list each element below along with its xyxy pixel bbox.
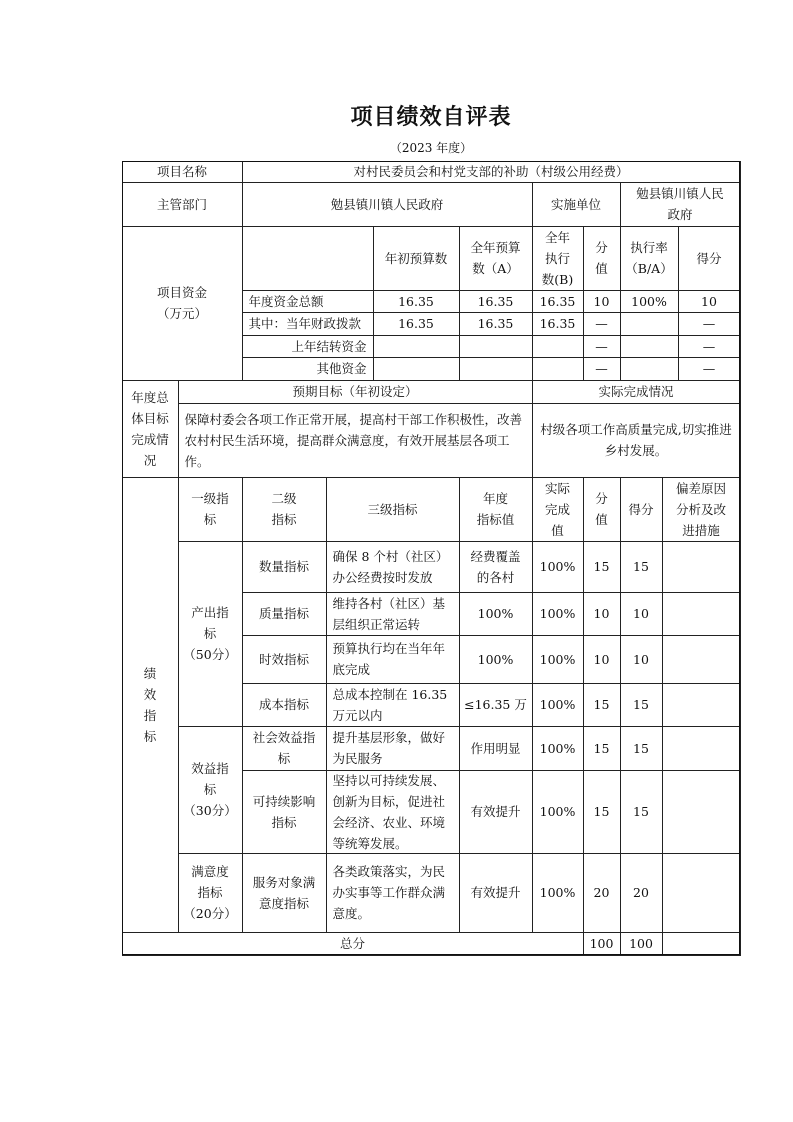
- expected-goal-header: 预期目标（年初设定）: [178, 380, 533, 404]
- indicator-score: 10: [620, 635, 663, 684]
- indicator-header: 一级指 标: [178, 477, 243, 542]
- indicator-score: 20: [620, 853, 663, 933]
- funding-label: 项目资金 （万元）: [122, 226, 243, 381]
- indicators-label: 绩 效 指 标: [122, 477, 179, 933]
- indicator-level3: 维持各村（社区）基层组织正常运转: [326, 592, 460, 636]
- indicator-target: 作用明显: [459, 726, 533, 771]
- indicator-weight: 20: [583, 853, 621, 933]
- indicator-target: ≤16.35 万: [459, 683, 533, 727]
- dept-label: 主管部门: [122, 182, 243, 227]
- funding-row-label: 其他资金: [242, 357, 374, 381]
- goals-label: 年度总 体目标 完成情 况: [122, 380, 179, 478]
- indicator-weight: 15: [583, 726, 621, 771]
- group-output: 产出指 标 （50分）: [178, 541, 243, 727]
- funding-cell: 16.35: [532, 312, 584, 336]
- funding-cell: —: [678, 335, 741, 358]
- indicator-weight: 10: [583, 592, 621, 636]
- funding-cell: [373, 335, 460, 358]
- indicator-level3: 各类政策落实，为民办实事等工作群众满意度。: [326, 853, 460, 933]
- indicator-level3: 总成本控制在 16.35 万元以内: [326, 683, 460, 727]
- funding-header: 分 值: [583, 226, 621, 291]
- indicator-level2: 数量指标: [242, 541, 327, 593]
- indicator-actual: 100%: [532, 726, 584, 771]
- funding-cell: —: [583, 312, 621, 336]
- project-name-label: 项目名称: [122, 161, 243, 183]
- indicator-note: [662, 770, 741, 854]
- funding-header-blank: [242, 226, 374, 291]
- indicator-level3: 提升基层形象，做好为民服务: [326, 726, 460, 771]
- impl-unit-value: 勉县镇川镇人民 政府: [620, 182, 741, 227]
- funding-header: 全年预算 数（A）: [459, 226, 533, 291]
- indicator-score: 15: [620, 683, 663, 727]
- funding-cell: 10: [678, 290, 741, 313]
- total-label: 总分: [122, 932, 584, 956]
- indicator-note: [662, 592, 741, 636]
- funding-header: 年初预算数: [373, 226, 460, 291]
- funding-cell: [532, 335, 584, 358]
- indicator-level2: 可持续影响 指标: [242, 770, 327, 854]
- indicator-weight: 15: [583, 541, 621, 593]
- funding-cell: 10: [583, 290, 621, 313]
- actual-completion-text: 村级各项工作高质量完成,切实推进乡村发展。: [532, 403, 741, 478]
- funding-row-label: 年度资金总额: [242, 290, 374, 313]
- funding-cell: 16.35: [459, 312, 533, 336]
- indicator-header: 年度 指标值: [459, 477, 533, 542]
- indicator-actual: 100%: [532, 635, 584, 684]
- indicator-level2: 成本指标: [242, 683, 327, 727]
- indicator-header: 实际 完成 值: [532, 477, 584, 542]
- indicator-target: 100%: [459, 635, 533, 684]
- indicator-target: 有效提升: [459, 770, 533, 854]
- indicator-actual: 100%: [532, 541, 584, 593]
- funding-cell: [532, 357, 584, 381]
- indicator-actual: 100%: [532, 683, 584, 727]
- indicator-level2: 社会效益指 标: [242, 726, 327, 771]
- indicator-level2: 时效指标: [242, 635, 327, 684]
- indicator-note: [662, 635, 741, 684]
- page-title: 项目绩效自评表: [350, 104, 512, 130]
- indicator-note: [662, 853, 741, 933]
- funding-cell: [620, 335, 679, 358]
- indicator-actual: 100%: [532, 592, 584, 636]
- indicator-header: 分 值: [583, 477, 621, 542]
- indicator-header: 偏差原因 分析及改 进措施: [662, 477, 741, 542]
- funding-cell: —: [583, 335, 621, 358]
- funding-cell: [373, 357, 460, 381]
- funding-row-label: 其中：当年财政拨款: [242, 312, 374, 336]
- year-subtitle: （2023 年度）: [389, 141, 473, 155]
- funding-cell: 16.35: [373, 312, 460, 336]
- indicator-header: 二级 指标: [242, 477, 327, 542]
- dept-value: 勉县镇川镇人民政府: [242, 182, 533, 227]
- indicator-target: 经费覆盖 的各村: [459, 541, 533, 593]
- funding-cell: —: [678, 312, 741, 336]
- indicator-target: 100%: [459, 592, 533, 636]
- funding-row-label: 上年结转资金: [242, 335, 374, 358]
- indicator-score: 15: [620, 726, 663, 771]
- indicator-weight: 15: [583, 683, 621, 727]
- indicator-level3: 确保 8 个村（社区）办公经费按时发放: [326, 541, 460, 593]
- funding-header: 执行率 （B/A）: [620, 226, 679, 291]
- indicator-note: [662, 683, 741, 727]
- indicator-level2: 服务对象满 意度指标: [242, 853, 327, 933]
- funding-cell: —: [678, 357, 741, 381]
- indicator-actual: 100%: [532, 853, 584, 933]
- funding-cell: [620, 312, 679, 336]
- indicator-weight: 15: [583, 770, 621, 854]
- funding-cell: 16.35: [459, 290, 533, 313]
- indicator-level3: 坚持以可持续发展、创新为目标，促进社会经济、农业、环境等统筹发展。: [326, 770, 460, 854]
- funding-header: 得分: [678, 226, 741, 291]
- indicator-target: 有效提升: [459, 853, 533, 933]
- indicator-actual: 100%: [532, 770, 584, 854]
- expected-goal-text: 保障村委会各项工作正常开展，提高村干部工作积极性，改善农村村民生活环境，提高群众满意度，有效开展基层各项工作。: [178, 403, 533, 478]
- total-score: 100: [620, 932, 663, 956]
- impl-unit-label: 实施单位: [532, 182, 621, 227]
- indicator-header: 得分: [620, 477, 663, 542]
- group-satisfaction: 满意度 指标 （20分）: [178, 853, 243, 933]
- total-note: [662, 932, 741, 956]
- indicator-header: 三级指标: [326, 477, 460, 542]
- funding-cell: —: [583, 357, 621, 381]
- indicator-level2: 质量指标: [242, 592, 327, 636]
- indicator-level3: 预算执行均在当年年底完成: [326, 635, 460, 684]
- total-weight: 100: [583, 932, 621, 956]
- funding-cell: 100%: [620, 290, 679, 313]
- funding-cell: 16.35: [373, 290, 460, 313]
- indicator-note: [662, 726, 741, 771]
- funding-cell: [620, 357, 679, 381]
- funding-cell: [459, 357, 533, 381]
- actual-completion-header: 实际完成情况: [532, 380, 741, 404]
- project-name-value: 对村民委员会和村党支部的补助（村级公用经费）: [242, 161, 741, 183]
- funding-header: 全年 执行 数(B): [532, 226, 584, 291]
- indicator-note: [662, 541, 741, 593]
- indicator-weight: 10: [583, 635, 621, 684]
- funding-cell: 16.35: [532, 290, 584, 313]
- group-benefit: 效益指 标 （30分）: [178, 726, 243, 854]
- indicator-score: 15: [620, 541, 663, 593]
- funding-cell: [459, 335, 533, 358]
- indicator-score: 10: [620, 592, 663, 636]
- indicator-score: 15: [620, 770, 663, 854]
